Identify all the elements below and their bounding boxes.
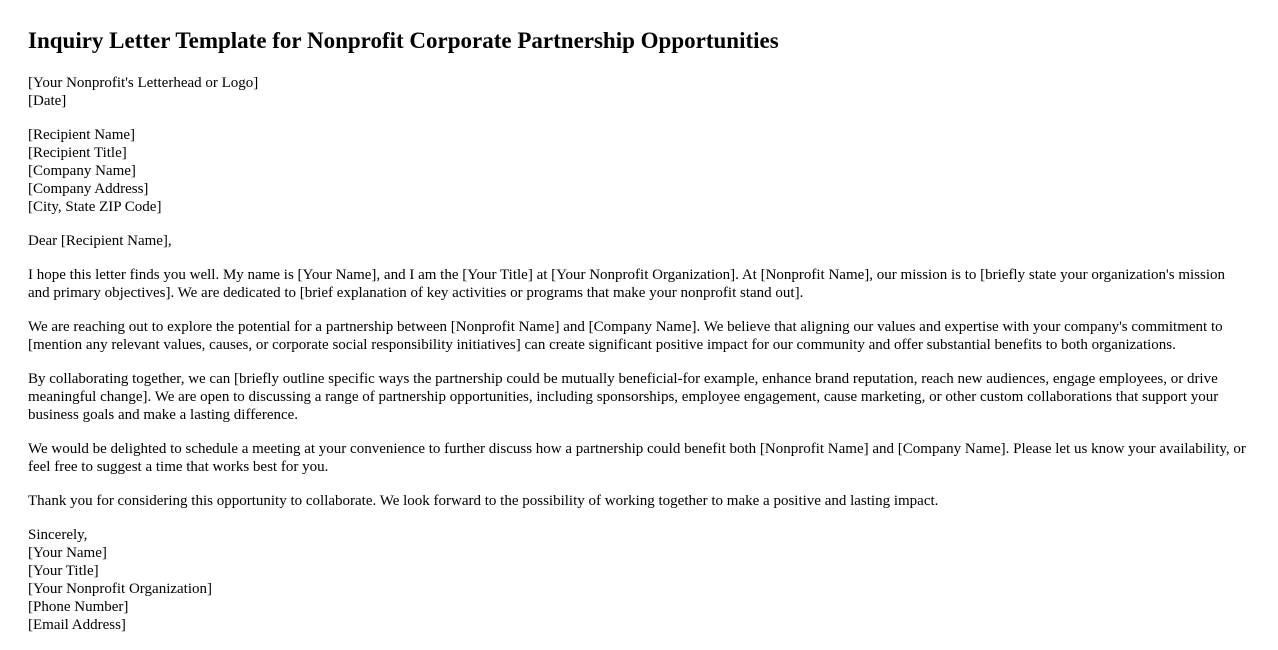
body-paragraph-meeting: We would be delighted to schedule a meeting at your convenience to further discuss how a partnership could benefit both [Nonprofit Name] and [Company Name]. Please let us know your availability, or feel free to suggest a time that works best for you.	[28, 441, 1246, 475]
city-state-zip-line: [City, State ZIP Code]	[28, 199, 162, 215]
letterhead-line: [Your Nonprofit's Letterhead or Logo]	[28, 75, 259, 91]
recipient-title-line: [Recipient Title]	[28, 145, 127, 161]
sender-organization-line: [Your Nonprofit Organization]	[28, 581, 213, 597]
recipient-name-line: [Recipient Name]	[28, 127, 136, 143]
recipient-address-block	[28, 126, 1250, 216]
email-address-line: [Email Address]	[28, 617, 126, 633]
body-paragraph-thanks: Thank you for considering this opportunity to collaborate. We look forward to the possibility of working together to make a positive and lasting impact.	[28, 493, 939, 509]
phone-number-line: [Phone Number]	[28, 599, 129, 615]
closing-line: Sincerely,	[28, 527, 88, 543]
body-paragraph-intro: I hope this letter finds you well. My name is [Your Name], and I am the [Your Title] at [Your Nonprofit Organization]. At [Nonprofit Name], our mission is to [briefly state your organization's mission and primary objectives]. We are dedicated to [brief explanation of key activities or programs that make your nonprofit stand out].	[28, 267, 1226, 301]
signoff-block	[28, 526, 1250, 634]
sender-title-line: [Your Title]	[28, 563, 99, 579]
body-paragraph-partnership: We are reaching out to explore the potential for a partnership between [Nonprofit Name] and [Company Name]. We believe that aligning our values and expertise with your company's commitment to [mention any relevant values, causes, or corporate social responsibility initiatives] can create significant positive impact for our community and offer substantial benefits to both organizations.	[28, 319, 1223, 353]
sender-name-line: [Your Name]	[28, 545, 107, 561]
company-address-line: [Company Address]	[28, 181, 149, 197]
salutation: Dear [Recipient Name],	[28, 233, 172, 249]
page-title: Inquiry Letter Template for Nonprofit Corporate Partnership Opportunities	[28, 28, 779, 53]
letterhead-block	[28, 74, 1250, 110]
company-name-line: [Company Name]	[28, 163, 136, 179]
body-paragraph-collaboration: By collaborating together, we can [briefly outline specific ways the partnership could be mutually beneficial-for example, enhance brand reputation, reach new audiences, engage employees, or drive meaningful change]. We are open to discussing a range of partnership opportunities, including sponsorships, employee engagement, cause marketing, or other custom collaborations that support your business goals and make a lasting difference.	[28, 371, 1219, 423]
date-line: [Date]	[28, 93, 67, 109]
